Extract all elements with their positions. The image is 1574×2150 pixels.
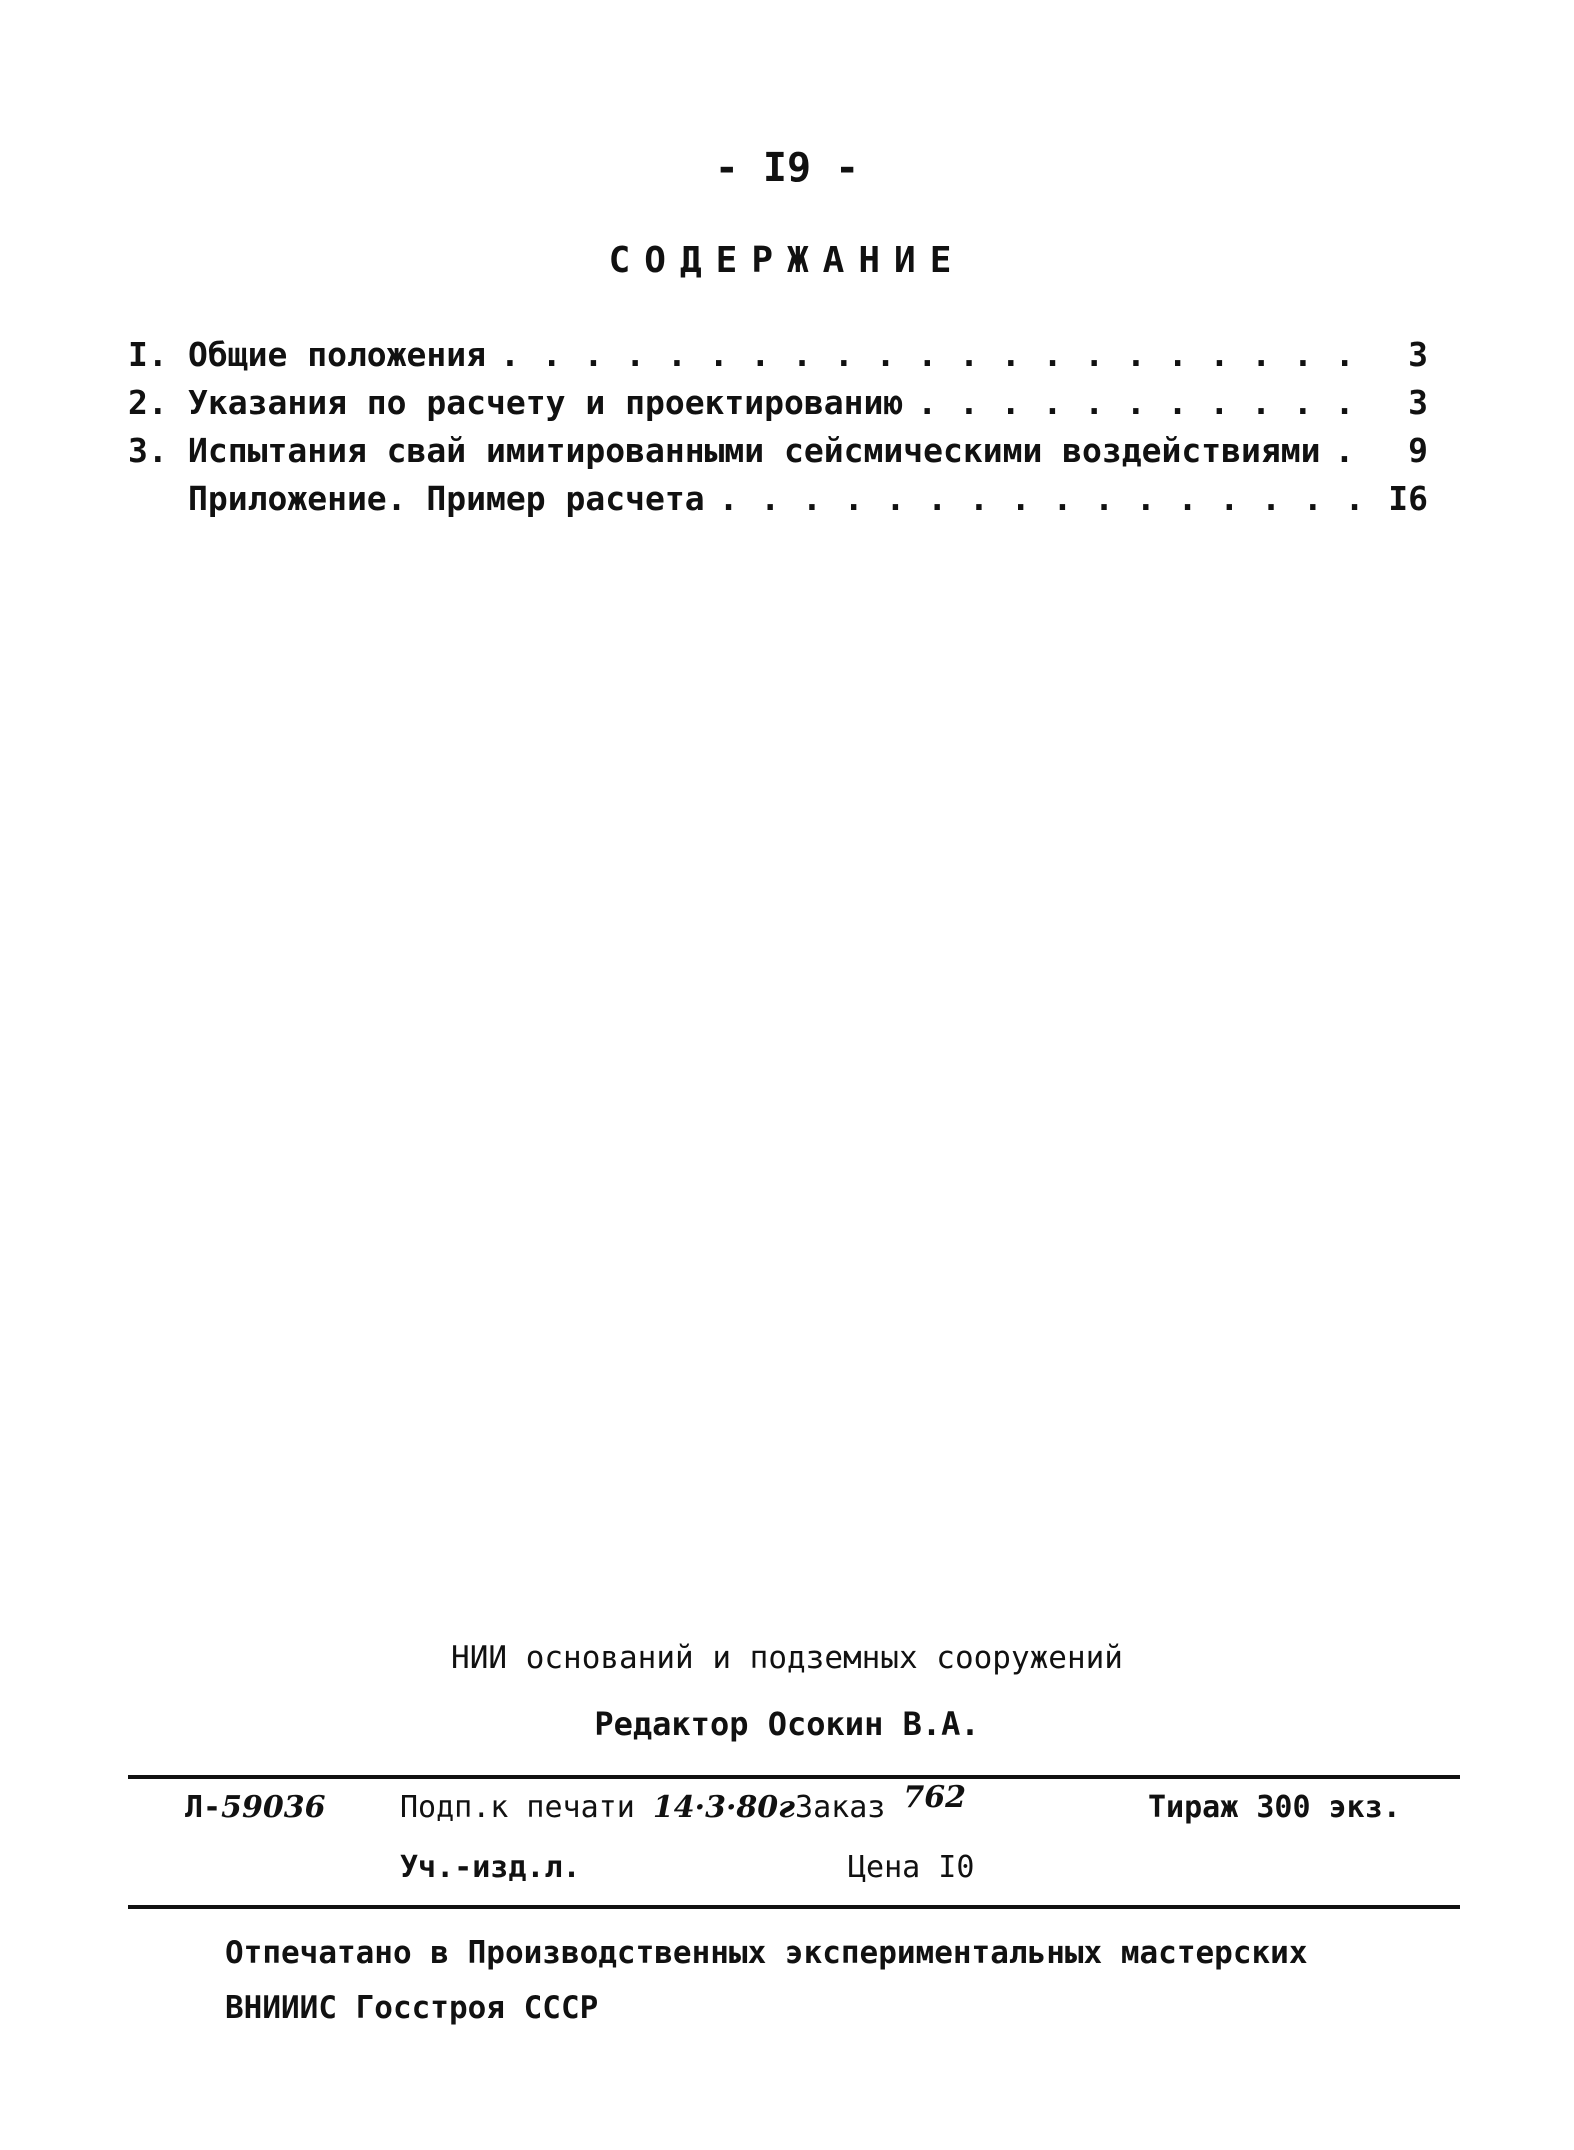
divider-bottom bbox=[128, 1905, 1460, 1909]
signed-label: Подп.к печати bbox=[400, 1790, 635, 1825]
toc-leader-dots bbox=[917, 383, 1374, 422]
toc-entry bbox=[128, 335, 1428, 383]
toc-title: СОДЕРЖАНИЕ bbox=[608, 240, 966, 281]
printed-note-line1: Отпечатано в Производственных экспериментальных мастерских bbox=[225, 1935, 1308, 1971]
toc-entry-page: 3 bbox=[1408, 335, 1428, 374]
order-label: Заказ bbox=[795, 1790, 886, 1825]
signed-for-print bbox=[400, 1780, 967, 1825]
toc-entry-title: Общие положения bbox=[188, 335, 487, 374]
toc-entry-page: 3 bbox=[1408, 383, 1428, 422]
institution-name: НИИ оснований и подземных сооружений bbox=[451, 1640, 1123, 1676]
toc-leader-dots bbox=[719, 479, 1374, 518]
price: Цена I0 bbox=[848, 1850, 975, 1885]
circulation: Тираж 300 экз. bbox=[1148, 1790, 1401, 1825]
toc-entry-title: Испытания свай имитированными сейсмическими воздействиями bbox=[188, 431, 1321, 470]
signed-date-handwritten: 14·3·80г bbox=[652, 1790, 796, 1825]
editor-line: Редактор Осокин В.А. bbox=[594, 1705, 980, 1743]
toc-entry-title: Указания по расчету и проектированию bbox=[188, 383, 904, 422]
page-number: - I9 - bbox=[714, 145, 860, 191]
toc-entry-number: 2. bbox=[128, 383, 168, 422]
toc-entry bbox=[128, 383, 1428, 431]
table-of-contents bbox=[128, 335, 1428, 527]
toc-entry-number: 3. bbox=[128, 431, 168, 470]
toc-entry-number: I. bbox=[128, 335, 168, 374]
order-number-handwritten: 762 bbox=[903, 1780, 967, 1815]
publication-code-handwritten: 59036 bbox=[221, 1790, 326, 1825]
publisher-sheets: Уч.-изд.л. bbox=[400, 1850, 581, 1885]
publication-code-prefix: Л- bbox=[185, 1790, 222, 1825]
toc-entry-page: I6 bbox=[1388, 479, 1428, 518]
toc-entry-page: 9 bbox=[1408, 431, 1428, 470]
publication-code bbox=[185, 1790, 326, 1825]
toc-leader-dots bbox=[1334, 431, 1374, 470]
toc-entry bbox=[128, 479, 1428, 527]
toc-entry-title: Приложение. Пример расчета bbox=[188, 479, 705, 518]
divider-top bbox=[128, 1775, 1460, 1779]
toc-entry bbox=[128, 431, 1428, 479]
printed-note-line2: ВНИИИС Госстроя СССР bbox=[225, 1990, 599, 2026]
toc-leader-dots bbox=[500, 335, 1374, 374]
